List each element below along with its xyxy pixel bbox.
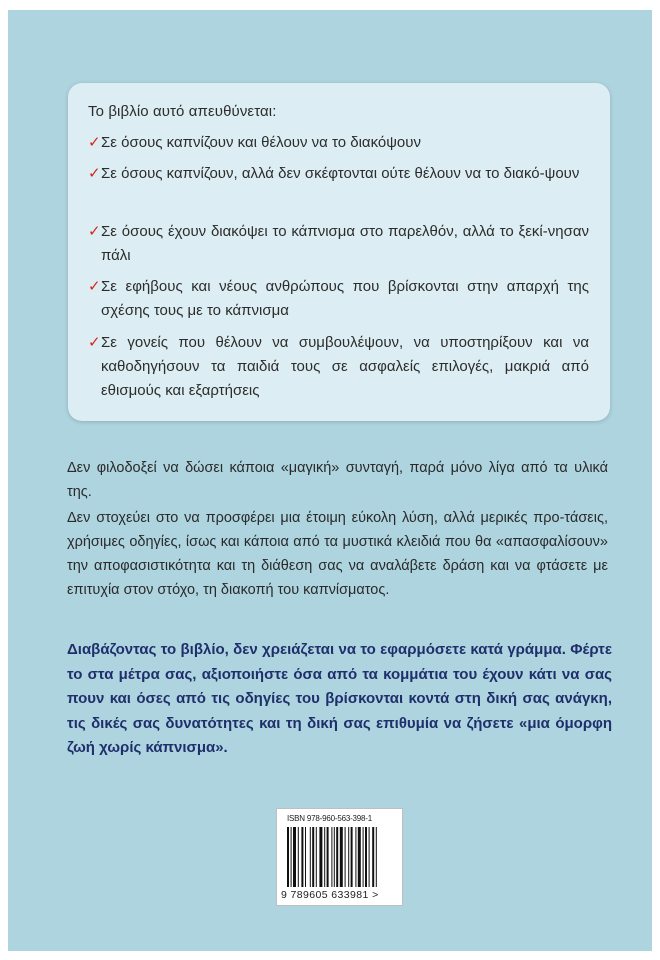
list-item-text: Σε γονείς που θέλουν να συμβουλέψουν, να υποστηρίξουν και να καθοδηγήσουν τα παιδιά τους σε ασφαλείς επιλογές, μακριά από εθισμούς και εξαρτήσεις xyxy=(101,334,589,399)
body-paragraph-1: Δεν φιλοδοξεί να δώσει κάποια «μαγική» συνταγή, παρά μόνο λίγα από τα υλικά της. xyxy=(67,460,608,500)
checkmark-icon: ✓ xyxy=(88,134,101,151)
list-item-text: Σε όσους έχουν διακόψει το κάπνισμα στο παρελθόν, αλλά το ξεκί-νησαν πάλι xyxy=(101,223,589,264)
closing-paragraph: Διαβάζοντας το βιβλίο, δεν χρειάζεται να το εφαρμόσετε κατά γράμμα. Φέρτε το στα μέτρα σας, αξιοποιήστε όσα από τα κομμάτια του έχουν κάτι να σας πουν και όσες από τις οδηγίες του βρίσκονται κοντά στη δική σας ανάγκη, τις δικές σας δυνατότητες και τη δική σας επιθυμία να ζήσετε «μια όμορφη ζωή χωρίς κάπνισμα». xyxy=(67,641,612,757)
audience-panel xyxy=(68,83,610,421)
list-item-text: Σε όσους καπνίζουν και θέλουν να το διακόψουν xyxy=(101,134,421,151)
checkmark-icon: ✓ xyxy=(88,223,101,240)
body-paragraph-2: Δεν στοχεύει στο να προσφέρει μια έτοιμη εύκολη λύση, αλλά μερικές προ-τάσεις, χρήσιμες οδηγίες, ίσως και κάποια από τα μυστικά κλειδιά που θα «απασφαλίσουν» την αποφασιστικότητα και τη διάθεση σας να αναλάβετε δράση και να φτάσετε με επιτυχία στον στόχο, τη διακοπή του καπνίσματος. xyxy=(67,510,608,598)
barcode-digits: 9 789605 633981 > xyxy=(281,889,379,901)
checkmark-icon: ✓ xyxy=(88,334,101,351)
checkmark-icon: ✓ xyxy=(88,278,101,295)
checkmark-icon: ✓ xyxy=(88,165,101,182)
list-item-text: Σε εφήβους και νέους ανθρώπους που βρίσκονται στην απαρχή της σχέσης τους με το κάπνισμα xyxy=(101,278,589,319)
back-cover xyxy=(8,10,652,951)
audience-checklist xyxy=(68,83,610,421)
panel-intro: Το βιβλίο αυτό απευθύνεται: xyxy=(88,103,277,120)
list-item-text: Σε όσους καπνίζουν, αλλά δεν σκέφτονται ούτε θέλουν να το διακό-ψουν xyxy=(101,165,580,182)
barcode-block xyxy=(276,808,403,906)
barcode-icon xyxy=(287,827,391,887)
isbn-label: ISBN 978-960-563-398-1 xyxy=(287,814,372,823)
